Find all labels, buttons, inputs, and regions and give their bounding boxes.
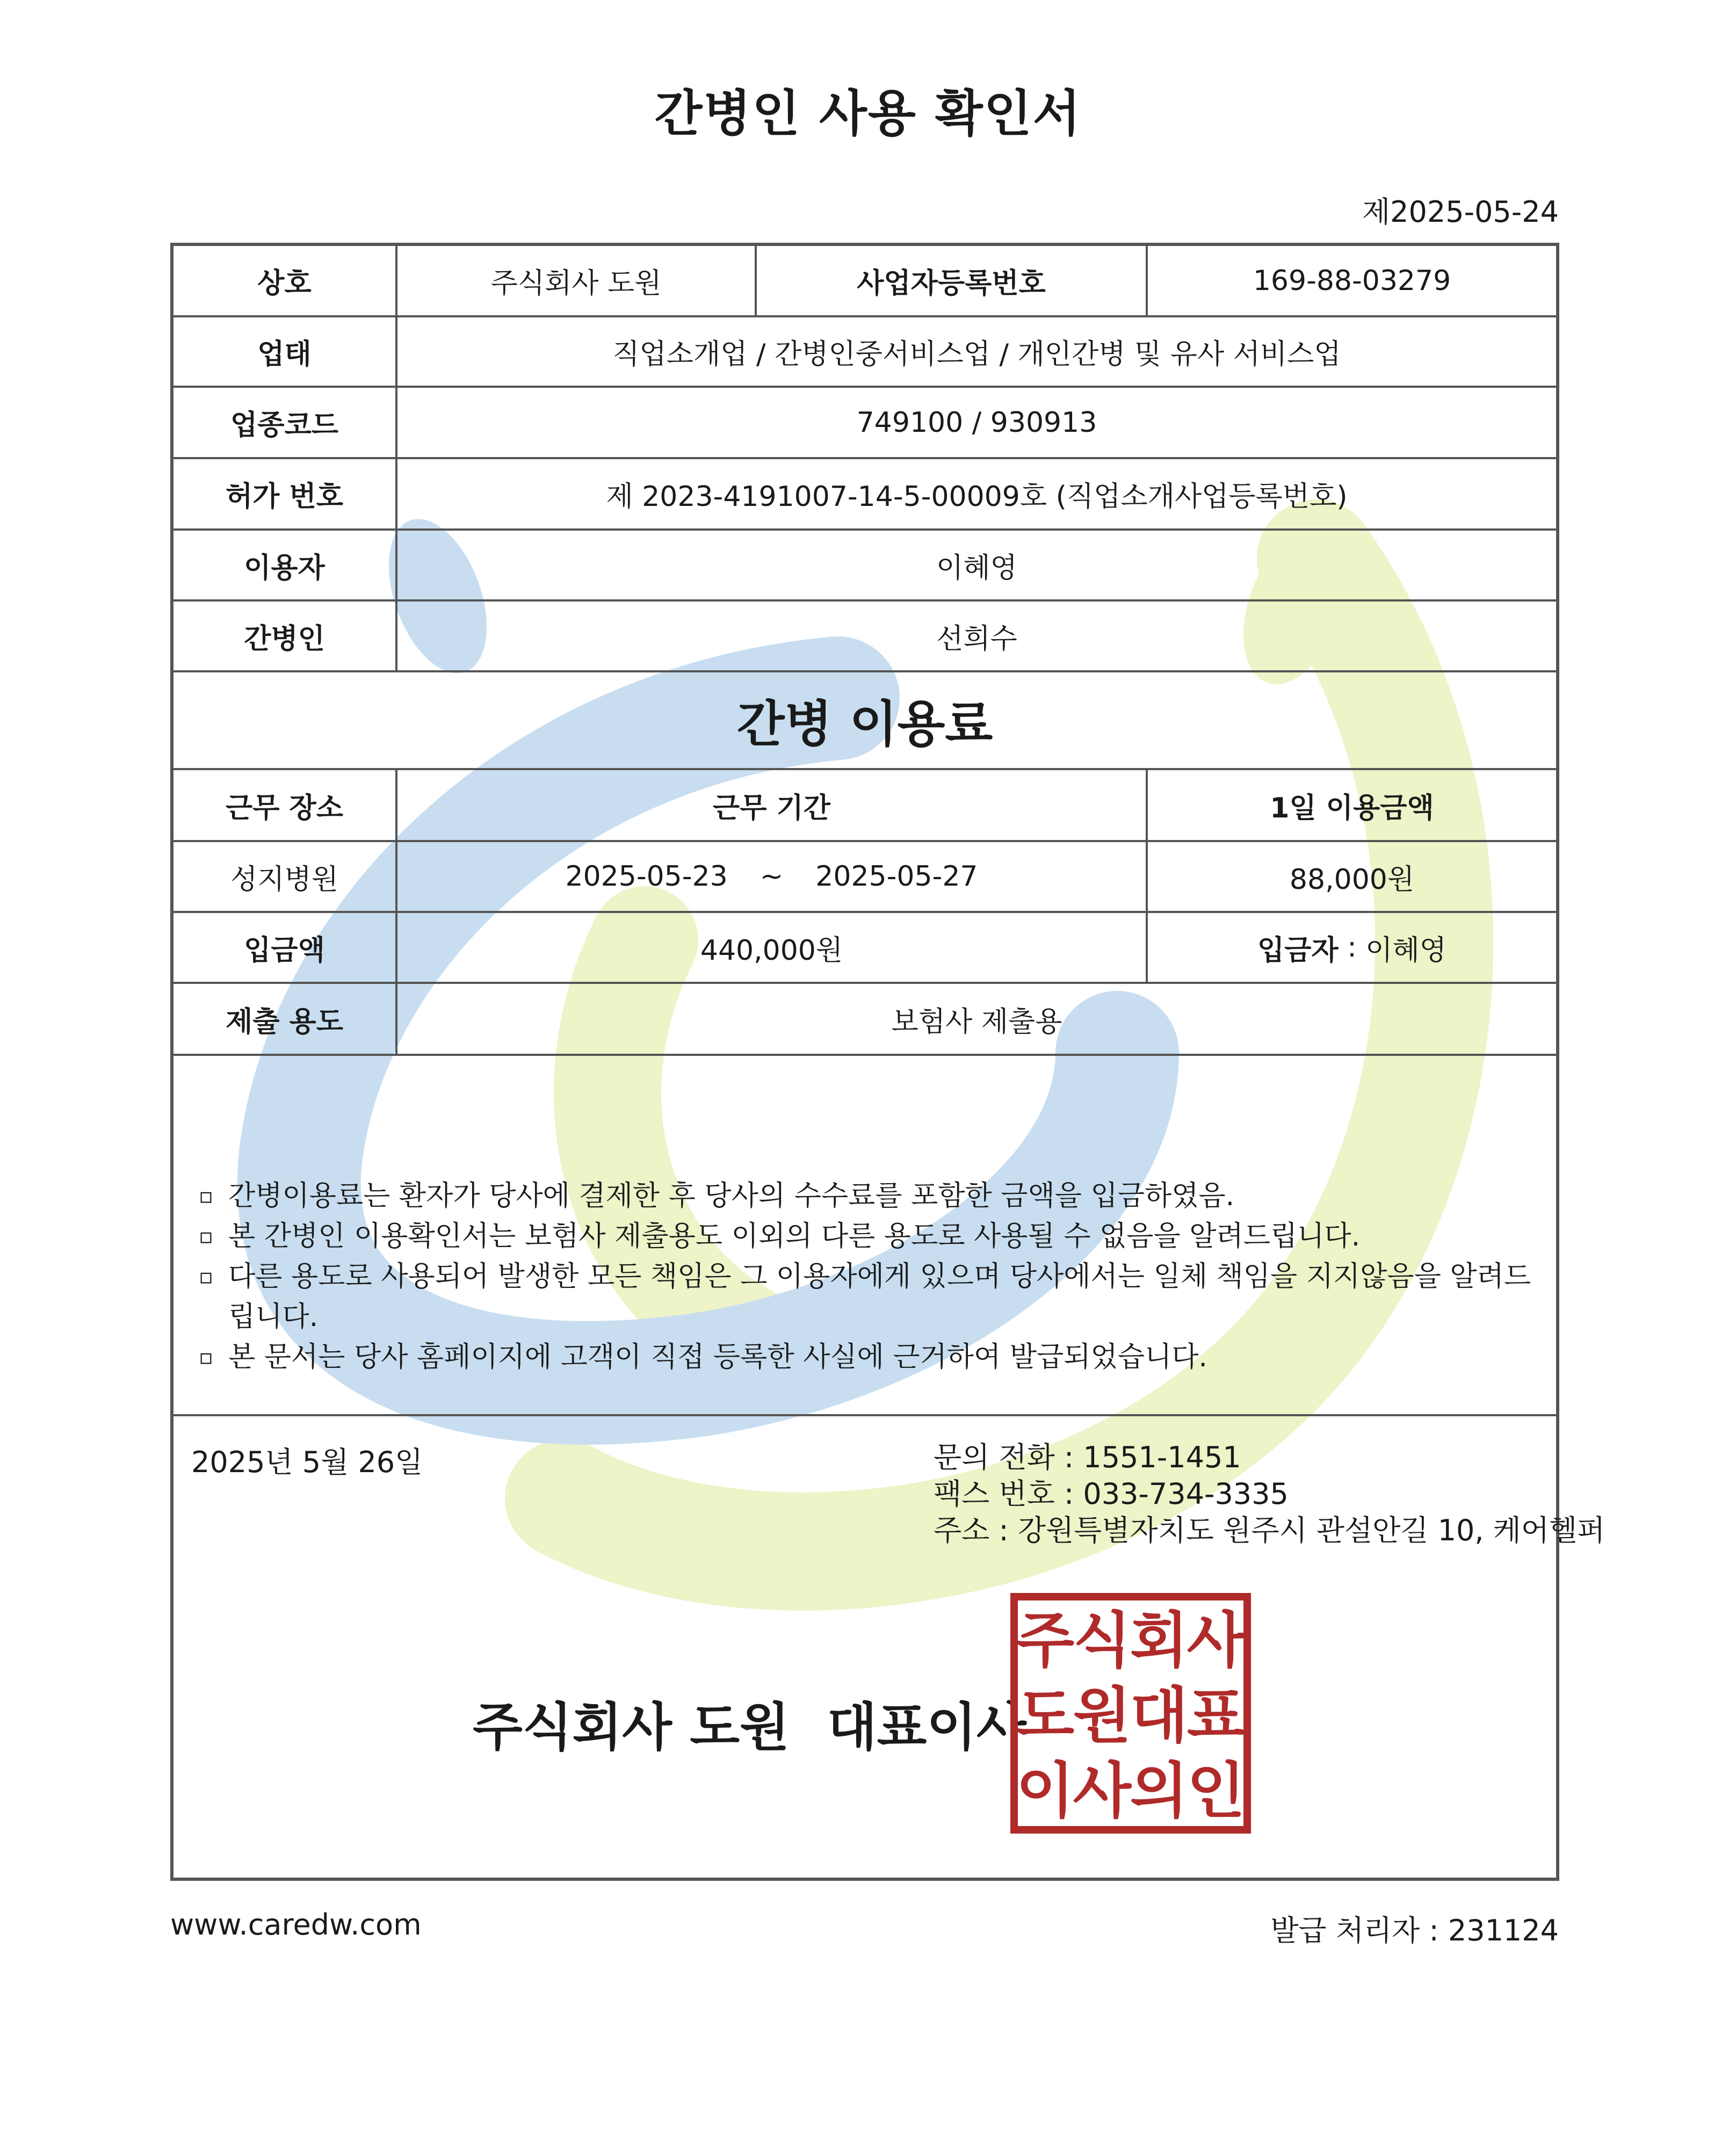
- period-start: 2025-05-23: [565, 860, 728, 893]
- deposit-label: 입금액: [244, 934, 325, 967]
- seal-character: 표: [1187, 1681, 1246, 1751]
- seal-character: 인: [1187, 1756, 1246, 1826]
- website-link[interactable]: www.caredw.com: [170, 1908, 422, 1942]
- depositor-value: 이혜영: [1365, 934, 1446, 967]
- note-bullet: ▫: [199, 1184, 214, 1208]
- daily-fee-label: 1일 이용금액: [1270, 792, 1434, 824]
- note-text: 본 간병인 이용확인서는 보험사 제출용도 이외의 다른 용도로 사용될 수 없음을 알려드립니다.: [228, 1220, 1361, 1252]
- seal-character: 사: [1187, 1606, 1246, 1676]
- depositor-label: 입금자: [1257, 934, 1339, 967]
- document-title: 간병인 사용 확인서: [654, 85, 1082, 142]
- seal-character: 식: [1073, 1606, 1132, 1676]
- seal-character: 원: [1073, 1681, 1132, 1751]
- note-text: 본 문서는 당사 홈페이지에 고객이 직접 등록한 사실에 근거하여 발급되었습니다.: [228, 1341, 1207, 1373]
- note-item: [199, 1216, 1552, 1257]
- note-bullet: ▫: [199, 1224, 214, 1249]
- purpose-label: 제출 용도: [225, 1005, 344, 1038]
- row-divider: [170, 1054, 1559, 1056]
- user-value: 이혜영: [936, 552, 1017, 584]
- place-value: 성지병원: [230, 863, 338, 896]
- biztype-label: 업태: [257, 338, 312, 371]
- seal-character: 사: [1073, 1756, 1132, 1826]
- code-value: 749100 / 930913: [856, 406, 1097, 439]
- bizno-value: 169-88-03279: [1253, 264, 1451, 297]
- issue-date: 2025년 5월 26일: [191, 1445, 423, 1479]
- company-label: 상호: [257, 267, 312, 300]
- issuer-id: 발급 처리자 : 231124: [1270, 1914, 1559, 1947]
- contact-info: [934, 1439, 1605, 1549]
- company-value: 주식회사 도원: [490, 267, 662, 300]
- caregiver-value: 선희수: [936, 622, 1017, 655]
- seal-character: 대: [1130, 1681, 1189, 1751]
- signature-line: [473, 1686, 1026, 1760]
- note-item: [199, 1337, 1552, 1378]
- purpose-value: 보험사 제출용: [891, 1005, 1062, 1038]
- contact-fax: 팩스 번호 : 033-734-3335: [934, 1477, 1289, 1511]
- note-text: 간병이용료는 환자가 당사에 결제한 후 당사의 수수료를 포함한 금액을 입금하였음.: [228, 1180, 1235, 1212]
- seal-character: 회: [1130, 1606, 1189, 1676]
- period-separator: ~: [760, 860, 784, 893]
- seal-character: 의: [1130, 1756, 1189, 1826]
- note-bullet: ▫: [199, 1264, 214, 1289]
- company-seal-stamp: [1010, 1592, 1252, 1834]
- seal-character: 도: [1016, 1681, 1075, 1751]
- depositor-separator: :: [1338, 931, 1366, 964]
- daily-fee-value: 88,000원: [1289, 863, 1415, 896]
- document-number: 제2025-05-24: [1362, 195, 1559, 229]
- signature-role: 대표이사: [827, 1697, 1026, 1757]
- permit-value: 제 2023-4191007-14-5-00009호 (직업소개사업등록번호): [606, 481, 1348, 513]
- caregiver-label: 간병인: [244, 622, 325, 655]
- note-bullet: ▫: [199, 1345, 214, 1370]
- biztype-value: 직업소개업 / 간병인중서비스업 / 개인간병 및 유사 서비스업: [612, 338, 1341, 371]
- signature-company: 주식회사 도원: [473, 1697, 790, 1757]
- note-item: [199, 1257, 1552, 1337]
- fee-section-title: 간병 이용료: [736, 696, 993, 753]
- row-divider: [170, 1414, 1559, 1416]
- contact-phone: 문의 전화 : 1551-1451: [934, 1440, 1241, 1474]
- permit-label: 허가 번호: [225, 481, 344, 513]
- contact-address: 주소 : 강원특별자치도 원주시 관설안길 10, 케어헬퍼: [934, 1513, 1605, 1547]
- place-label: 근무 장소: [225, 792, 344, 824]
- period-end: 2025-05-27: [815, 860, 978, 893]
- user-label: 이용자: [244, 552, 325, 584]
- code-label: 업종코드: [230, 409, 338, 441]
- note-text: 다른 용도로 사용되어 발생한 모든 책임은 그 이용자에게 있으며 당사에서는 일체 책임을 지지않음을 알려드립니다.: [228, 1261, 1531, 1333]
- depositor: [1148, 913, 1556, 982]
- seal-character: 주: [1016, 1606, 1075, 1676]
- period-label: 근무 기간: [712, 792, 831, 824]
- note-item: [199, 1176, 1552, 1216]
- deposit-value: 440,000원: [700, 934, 843, 967]
- period-value: [397, 842, 1146, 911]
- bizno-label: 사업자등록번호: [857, 267, 1046, 300]
- notes-list: [199, 1176, 1552, 1378]
- seal-character: 이: [1016, 1756, 1075, 1826]
